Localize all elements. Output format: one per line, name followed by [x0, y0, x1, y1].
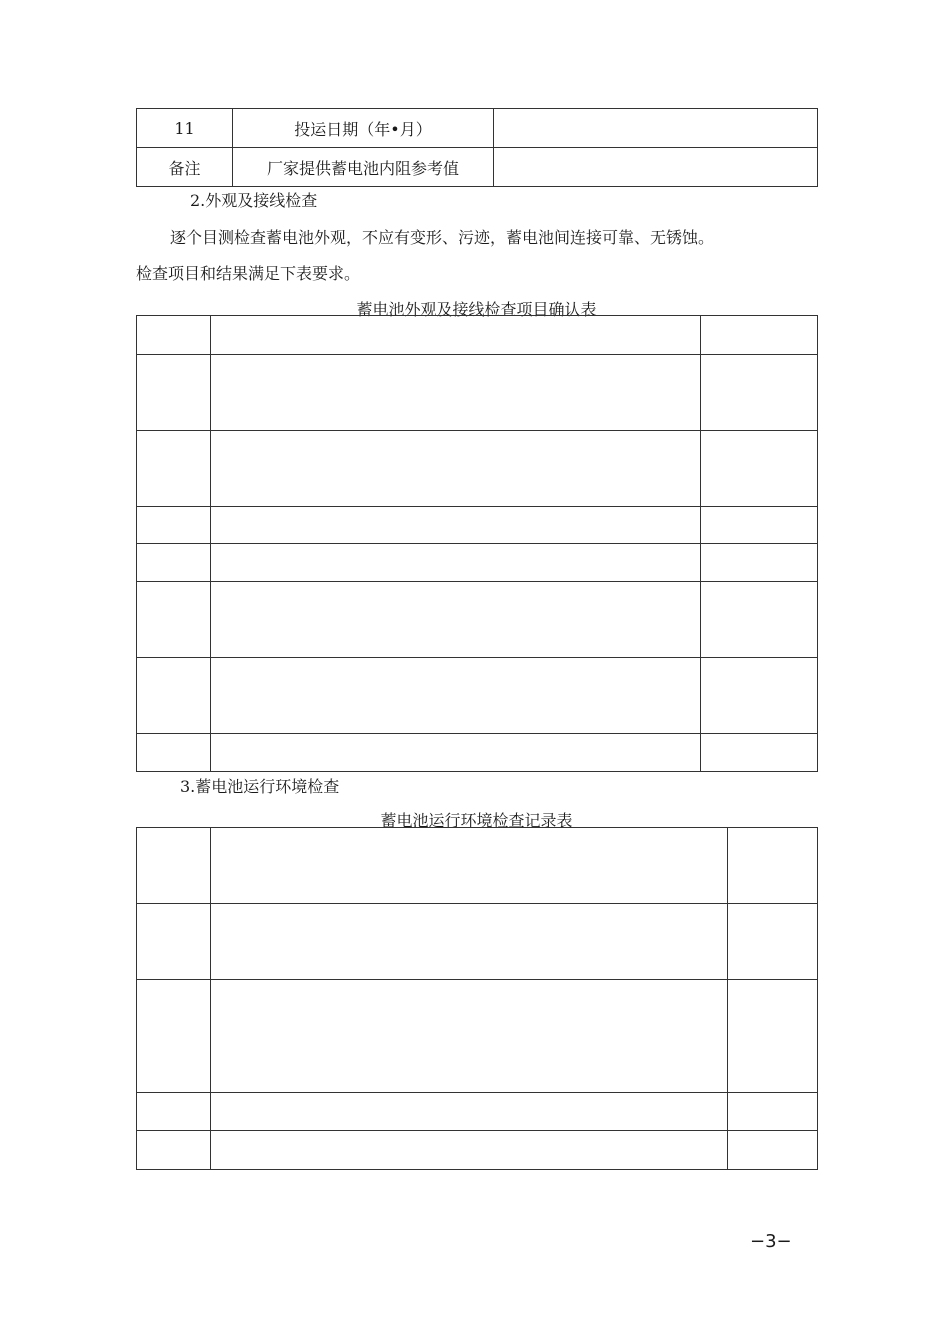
table-cell [211, 355, 701, 431]
table-cell [728, 1093, 818, 1131]
table-cell [211, 582, 701, 658]
table-cell [137, 734, 211, 772]
table-cell [211, 828, 728, 904]
battery-info-table [136, 108, 818, 187]
item-cell: 投运日期（年•月） [233, 109, 494, 148]
table-cell [728, 1131, 818, 1170]
table-cell [211, 1093, 728, 1131]
table-row [137, 980, 818, 1093]
table-row [137, 582, 818, 658]
table-cell [211, 734, 701, 772]
table-cell [137, 904, 211, 980]
table-row [137, 507, 818, 544]
value-cell [494, 148, 818, 187]
table-cell [137, 980, 211, 1093]
table-cell [701, 582, 818, 658]
table-row [137, 658, 818, 734]
section-2-paragraph-line-1: 逐个目测检查蓄电池外观，不应有变形、污迹，蓄电池间连接可靠、无锈蚀。 [170, 228, 715, 247]
table-cell [211, 1131, 728, 1170]
table-cell [211, 507, 701, 544]
table-3-caption: 蓄电池运行环境检查记录表 [380, 811, 573, 830]
table-cell [211, 544, 701, 582]
table-cell [701, 507, 818, 544]
table-row [137, 355, 818, 431]
table-cell [701, 658, 818, 734]
table-row [137, 734, 818, 772]
table-cell [137, 316, 211, 355]
table-cell [137, 431, 211, 507]
table-cell [701, 355, 818, 431]
table-cell [701, 544, 818, 582]
table-cell [137, 1093, 211, 1131]
table-cell [728, 980, 818, 1093]
table-cell [137, 355, 211, 431]
table-cell [701, 431, 818, 507]
environment-check-table [136, 827, 818, 1170]
row-number-cell: 11 [137, 109, 233, 148]
table-row [137, 1131, 818, 1170]
table-row [137, 148, 818, 187]
table-row [137, 316, 818, 355]
table-row [137, 109, 818, 148]
table-cell [211, 904, 728, 980]
section-2-heading: 2.外观及接线检查 [190, 191, 318, 210]
table-cell [701, 734, 818, 772]
item-cell: 厂家提供蓄电池内阻参考值 [233, 148, 494, 187]
table-cell [137, 658, 211, 734]
table-row [137, 431, 818, 507]
row-number-cell: 备注 [137, 148, 233, 187]
table-cell [137, 828, 211, 904]
value-cell [494, 109, 818, 148]
section-3-heading: 3.蓄电池运行环境检查 [180, 777, 340, 796]
table-row [137, 544, 818, 582]
table-cell [728, 828, 818, 904]
table-cell [137, 507, 211, 544]
table-cell [701, 316, 818, 355]
table-cell [728, 904, 818, 980]
table-row [137, 1093, 818, 1131]
appearance-check-table [136, 315, 818, 772]
table-cell [211, 980, 728, 1093]
section-2-paragraph-line-2: 检查项目和结果满足下表要求。 [136, 264, 361, 283]
table-cell [211, 431, 701, 507]
table-cell [211, 316, 701, 355]
table-cell [137, 582, 211, 658]
table-row [137, 828, 818, 904]
table-row [137, 904, 818, 980]
table-cell [137, 1131, 211, 1170]
page-number: −3− [750, 1231, 792, 1252]
table-cell [211, 658, 701, 734]
table-2-caption: 蓄电池外观及接线检查项目确认表 [356, 300, 597, 319]
table-cell [137, 544, 211, 582]
